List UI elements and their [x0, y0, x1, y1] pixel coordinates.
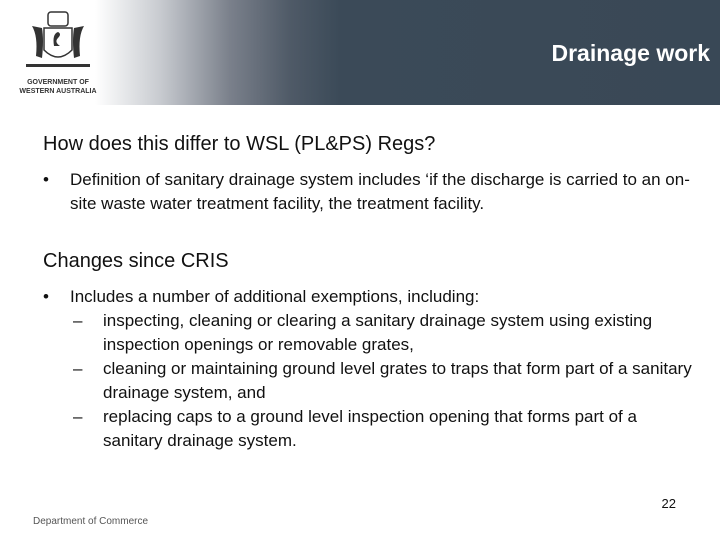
logo-text: GOVERNMENT OF WESTERN AUSTRALIA — [19, 79, 97, 95]
sub-bullet-item: – replacing caps to a ground level inspection opening that forms part of a sanitary drainage system. — [73, 407, 637, 450]
page-number: 22 — [661, 496, 676, 511]
slide-body — [43, 133, 693, 453]
sub-bullet-item: – inspecting, cleaning or clearing a sanitary drainage system using existing inspection openings or removable grates, — [73, 311, 653, 354]
slide-title: Drainage work — [551, 40, 710, 66]
section-heading: Changes since CRIS — [43, 250, 229, 272]
wa-government-logo — [8, 8, 108, 103]
coat-of-arms-icon — [18, 8, 98, 78]
section-heading: How does this differ to WSL (PL&PS) Regs? — [43, 133, 436, 155]
bullet-item: • Includes a number of additional exemptions, including: — [43, 287, 480, 306]
footer-department: Department of Commerce — [33, 516, 149, 527]
sub-bullet-item: – cleaning or maintaining ground level grates to traps that form part of a sanitary drainage system, and — [73, 359, 692, 402]
slide-header — [0, 0, 720, 105]
bullet-item: • Definition of sanitary drainage system includes ‘if the discharge is carried to an on-site waste water treatment facility, the treatment facility. — [43, 170, 690, 213]
